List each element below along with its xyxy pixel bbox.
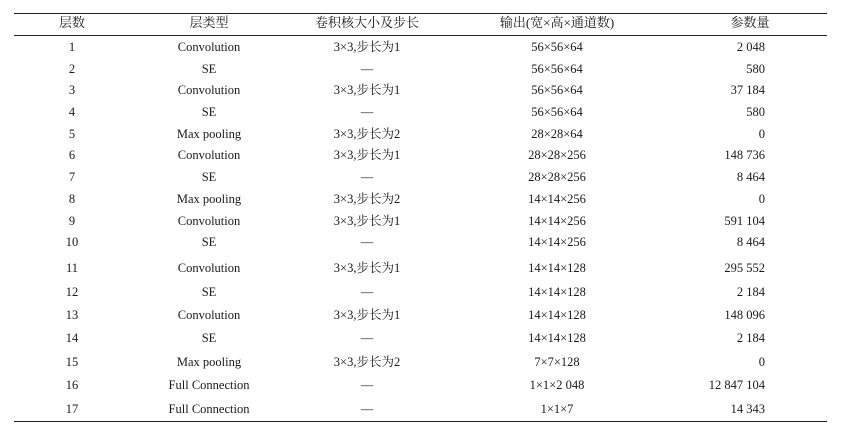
header-layer-index: 层数 [58, 15, 86, 30]
cell-layer-type: Full Connection [168, 378, 250, 392]
cell-layer-index: 8 [68, 192, 76, 206]
cell-kernel-stride: 3×3,步长为2 [333, 192, 401, 206]
cell-output-shape: 28×28×256 [528, 148, 586, 162]
cell-kernel-stride: — [360, 378, 374, 392]
cell-param-count: 148 736 [724, 148, 765, 162]
cell-kernel-stride: 3×3,步长为1 [333, 83, 401, 97]
cell-output-shape: 7×7×128 [534, 355, 580, 369]
cell-output-shape: 14×14×256 [528, 235, 586, 249]
cell-kernel-stride: 3×3,步长为1 [333, 308, 401, 322]
cell-layer-type: SE [201, 285, 217, 299]
cell-kernel-stride: 3×3,步长为1 [333, 148, 401, 162]
cell-layer-index: 11 [65, 261, 79, 275]
cell-layer-index: 17 [65, 402, 79, 416]
cell-layer-index: 10 [65, 235, 79, 249]
cell-layer-index: 2 [68, 62, 76, 76]
cell-param-count: 148 096 [724, 308, 765, 322]
cell-param-count: 2 184 [736, 285, 765, 299]
cell-output-shape: 14×14×128 [528, 285, 586, 299]
cell-kernel-stride: 3×3,步长为2 [333, 127, 401, 141]
cell-output-shape: 14×14×256 [528, 192, 586, 206]
cell-output-shape: 14×14×128 [528, 261, 586, 275]
cell-output-shape: 14×14×128 [528, 308, 586, 322]
cell-param-count: 580 [746, 62, 765, 76]
cell-kernel-stride: — [360, 285, 374, 299]
cell-kernel-stride: 3×3,步长为1 [333, 261, 401, 275]
cell-output-shape: 28×28×256 [528, 170, 586, 184]
cell-output-shape: 56×56×64 [531, 62, 583, 76]
cell-layer-index: 9 [68, 214, 76, 228]
table-header-rule [14, 35, 827, 36]
cell-layer-type: Convolution [177, 40, 241, 54]
cell-param-count: 580 [746, 105, 765, 119]
cell-output-shape: 1×1×7 [540, 402, 574, 416]
cell-kernel-stride: — [360, 402, 374, 416]
cell-output-shape: 56×56×64 [531, 105, 583, 119]
cell-layer-type: SE [201, 235, 217, 249]
cell-layer-type: SE [201, 170, 217, 184]
cell-layer-index: 5 [68, 127, 76, 141]
cell-output-shape: 56×56×64 [531, 40, 583, 54]
cell-param-count: 0 [758, 127, 765, 141]
cell-kernel-stride: — [360, 170, 374, 184]
cell-output-shape: 14×14×128 [528, 331, 586, 345]
cell-layer-type: Max pooling [176, 192, 242, 206]
cell-param-count: 14 343 [730, 402, 765, 416]
cell-layer-type: SE [201, 105, 217, 119]
cell-output-shape: 1×1×2 048 [529, 378, 585, 392]
cell-param-count: 0 [758, 192, 765, 206]
cell-layer-index: 16 [65, 378, 79, 392]
cell-param-count: 2 048 [736, 40, 765, 54]
cell-param-count: 295 552 [724, 261, 765, 275]
cell-output-shape: 14×14×256 [528, 214, 586, 228]
cell-output-shape: 56×56×64 [531, 83, 583, 97]
cell-layer-type: Convolution [177, 148, 241, 162]
cell-layer-type: Full Connection [168, 402, 250, 416]
table-top-rule [14, 13, 827, 14]
cell-param-count: 2 184 [736, 331, 765, 345]
cell-layer-type: Max pooling [176, 355, 242, 369]
cell-output-shape: 28×28×64 [531, 127, 583, 141]
cell-layer-type: SE [201, 331, 217, 345]
header-param-count: 参数量 [730, 15, 770, 30]
cell-param-count: 12 847 104 [708, 378, 765, 392]
cell-kernel-stride: 3×3,步长为2 [333, 355, 401, 369]
cell-param-count: 8 464 [736, 170, 765, 184]
cell-layer-type: Max pooling [176, 127, 242, 141]
cell-param-count: 37 184 [730, 83, 765, 97]
cell-layer-index: 14 [65, 331, 79, 345]
cell-layer-index: 15 [65, 355, 79, 369]
cell-kernel-stride: — [360, 105, 374, 119]
cell-kernel-stride: 3×3,步长为1 [333, 214, 401, 228]
header-kernel-stride: 卷积核大小及步长 [314, 15, 420, 30]
cell-layer-index: 12 [65, 285, 79, 299]
cell-layer-index: 6 [68, 148, 76, 162]
cell-layer-type: Convolution [177, 261, 241, 275]
table-bottom-rule [14, 421, 827, 422]
header-layer-type: 层类型 [189, 15, 229, 30]
cell-kernel-stride: — [360, 62, 374, 76]
cell-kernel-stride: — [360, 235, 374, 249]
cell-param-count: 591 104 [724, 214, 765, 228]
cell-param-count: 0 [758, 355, 765, 369]
header-output-shape: 输出(宽×高×通道数) [499, 15, 615, 30]
cell-layer-index: 13 [65, 308, 79, 322]
cell-layer-type: Convolution [177, 308, 241, 322]
cell-layer-index: 4 [68, 105, 76, 119]
cell-layer-type: Convolution [177, 214, 241, 228]
cell-layer-index: 1 [68, 40, 76, 54]
cell-kernel-stride: — [360, 331, 374, 345]
cell-layer-type: Convolution [177, 83, 241, 97]
cell-layer-index: 7 [68, 170, 76, 184]
cell-layer-type: SE [201, 62, 217, 76]
cell-kernel-stride: 3×3,步长为1 [333, 40, 401, 54]
cell-param-count: 8 464 [736, 235, 765, 249]
cell-layer-index: 3 [68, 83, 76, 97]
